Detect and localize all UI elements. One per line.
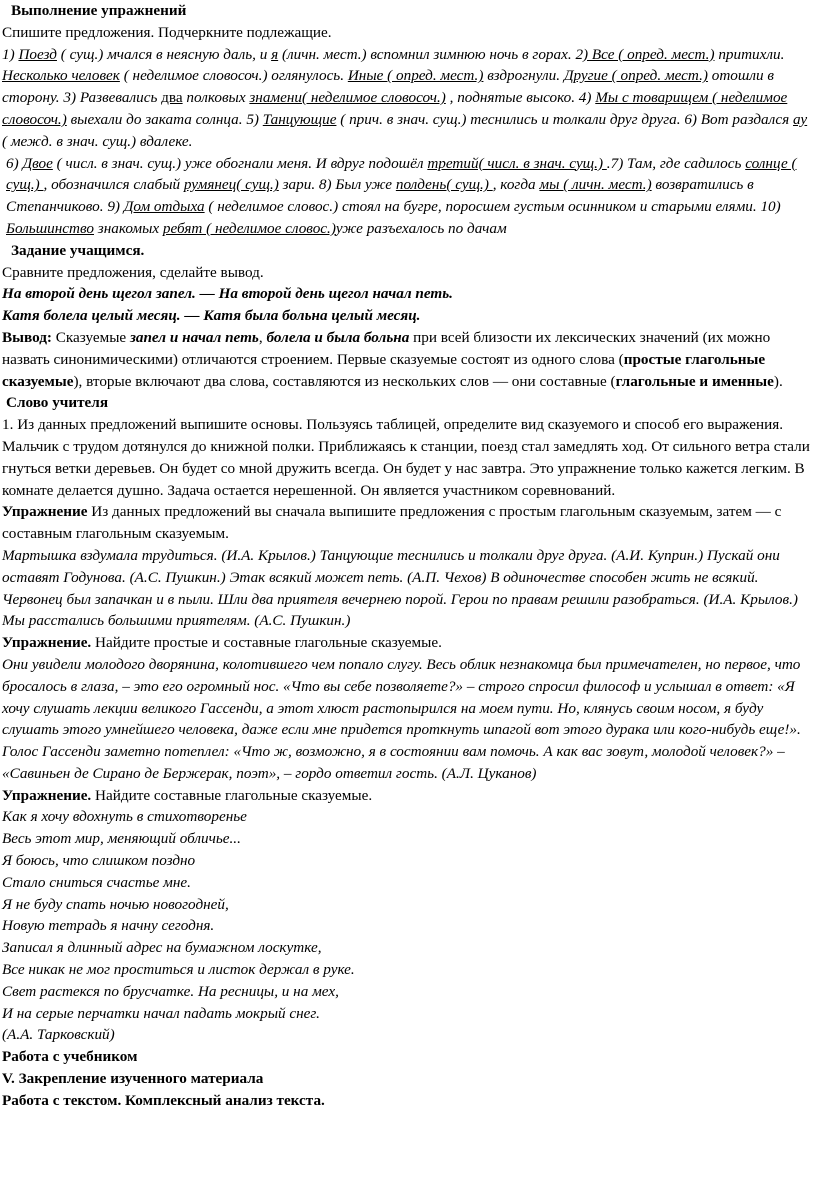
text-run: , поднятые высоко. 4): [445, 89, 596, 107]
text-run: возвратились в Степанчиково. 9): [6, 176, 754, 216]
poem-line: Как я хочу вдохнуть в стихотворенье: [2, 808, 247, 826]
text-run: ), вторые включают два слова, составляются из нескольких слов — они составные (: [73, 372, 616, 390]
text-run: Сказуемые: [51, 328, 130, 346]
heading-textbook-work: Работа с учебником: [2, 1048, 138, 1066]
text-run: ) Все ( опред. мест.): [583, 45, 715, 63]
text-run: .7) Там, где садилось: [606, 154, 746, 172]
exercise-a-instruction: [2, 501, 812, 545]
text-run: Иные ( опред. мест.): [347, 67, 484, 85]
text-run: отошли в сторону. 3) Развевались: [2, 67, 774, 107]
text-run: солнце ( сущ.): [6, 154, 797, 194]
text-run: ( неделимое словосоч.) оглянулось.: [119, 67, 348, 85]
text-run: зари. 8) Был уже: [278, 176, 396, 194]
exercise-c-label: Упражнение.: [2, 786, 92, 804]
text-run: я: [271, 45, 279, 63]
text-run: ребят ( неделимое словос.): [162, 219, 336, 237]
exercise-sentences-part1: [2, 44, 812, 153]
text-run: Большинство: [6, 219, 94, 237]
text-run: ( неделимое словос.) стоял на бугре, поросшем густым осинником и старыми елями. 10): [204, 198, 781, 216]
text-run: Поезд: [18, 45, 57, 63]
text-run: ( сущ.) мчался в неясную даль, и: [56, 45, 272, 63]
poem-line: Записал я длинный адрес на бумажном лоскутке,: [2, 939, 322, 957]
poem-line: И на серые перчатки начал падать мокрый снег.: [2, 1004, 320, 1022]
text-run: третий( числ. в знач. сущ.): [427, 154, 607, 172]
text-run: , обозначился слабый: [43, 176, 184, 194]
heading-section-5: V. Закрепление изученного материала: [2, 1070, 264, 1088]
text-run: ).: [773, 372, 783, 390]
conclusion-paragraph: [2, 327, 812, 392]
exercise-a-text: Из данных предложений вы сначала выпишите предложения с простым глагольным сказуемым, затем — с составным глагольным сказуемым.: [2, 503, 782, 543]
poem-line: Новую тетрадь я начну сегодня.: [2, 917, 215, 935]
text-run: Другие ( опред. мест.): [563, 67, 708, 85]
text-run: при всей близости их лексических значений (их можно назвать синонимическими) отличаются строением. Первые сказуемые состоят из одного слова (: [2, 328, 771, 368]
text-run: вздрогнули.: [483, 67, 564, 85]
poem-line: Все никак не мог проститься и листок держал в руке.: [2, 961, 355, 979]
compare-sentence-1: На второй день щегол запел. — На второй день щегол начал петь.: [2, 285, 453, 303]
compare-instruction: Сравните предложения, сделайте вывод.: [2, 263, 264, 281]
text-run: простые глагольные сказуемые: [2, 350, 766, 390]
task-1-instruction: 1. Из данных предложений выпишите основы. Пользуясь таблицей, определите вид сказуемого и способ его выражения.: [2, 416, 784, 434]
text-run: Танцующие: [262, 110, 337, 128]
poem-line: Свет растекся по брусчатке. На ресницы, и на мех,: [2, 982, 339, 1000]
text-run: ( прич. в знач. сущ.) теснились и толкали друг друга. 6) Вот раздался: [336, 110, 794, 128]
text-run: Дом отдыха: [123, 198, 205, 216]
heading-student-task: Задание учащимся.: [11, 241, 145, 259]
text-run: ( числ. в знач. сущ.) уже обогнали меня. И вдруг подошёл: [52, 154, 428, 172]
text-run: Вывод:: [2, 328, 52, 346]
text-run: 6): [6, 154, 23, 172]
poem-line: Стало сниться счастье мне.: [2, 873, 191, 891]
text-run: Мы с товарищем ( неделимое словосоч.): [2, 89, 788, 128]
text-run: Несколько человек: [2, 67, 120, 85]
exercise-a-quotes: Мартышка вздумала трудиться. (И.А. Крылов.) Танцующие теснились и толкали друг друга. (А.И. Куприн.) Пускай они оставят Годунова. (А.С. Пушкин.) Этак всякий может петь. (А.П. Чехов) В одиночестве способен жить не всякий. Червонец был запачкан и в пыли. Шли два приятеля вечернею порой. Герои по правам решили разобраться. (И.А. Крылов.) Мы расстались большими приятелям. (А.С. Пушкин.): [2, 546, 798, 630]
heading-teacher-word: Слово учителя: [6, 394, 109, 412]
text-run: знакомых: [94, 219, 163, 237]
text-run: ,: [258, 328, 267, 346]
task-1-sentences: Мальчик с трудом дотянулся до книжной полки. Приближаясь к станции, поезд стал замедлять ход. От сильного ветра стали гнуться ветки деревьев. Он будет со мной дружить всегда. Он будет у нас завтра. Это упражнение только кажется легким. В комнате делается душно. Задача остается нерешенной. Он является участником соревнований.: [2, 437, 810, 499]
text-run: , когда: [492, 176, 540, 194]
text-run: румянец( сущ.): [183, 176, 279, 194]
exercise-a-label: Упражнение: [2, 503, 88, 521]
instruction-underline: Спишите предложения. Подчеркните подлежащие.: [2, 23, 332, 41]
text-run: глагольные и именные: [615, 372, 774, 390]
text-run: ( межд. в знач. сущ.) вдалеке.: [2, 132, 193, 150]
exercise-c-text: Найдите составные глагольные сказуемые.: [91, 786, 373, 804]
heading-exercises: Выполнение упражнений: [11, 2, 187, 19]
heading-text-analysis: Работа с текстом. Комплексный анализ текста.: [2, 1091, 325, 1109]
text-run: (личн. мест.) вспомнил зимнюю ночь в горах. 2: [278, 45, 584, 63]
poem-line: Я не буду спать ночью новогодней,: [2, 895, 229, 913]
text-run: ау: [793, 110, 808, 128]
text-run: уже разъехалось по дачам: [335, 219, 507, 237]
text-run: запел и начал петь: [129, 328, 259, 346]
exercise-b-instruction: [2, 632, 812, 654]
text-run: полдень( сущ.): [395, 176, 493, 194]
text-run: притихли.: [714, 45, 785, 63]
exercise-b-label: Упражнение.: [2, 634, 92, 652]
text-run: полковых: [182, 89, 250, 107]
poem-line: Я боюсь, что слишком поздно: [2, 852, 196, 870]
text-run: два: [161, 89, 183, 107]
poem-line: Весь этот мир, меняющий обличье...: [2, 830, 241, 848]
exercise-b-quote: Они увидели молодого дворянина, колотившего чем попало слугу. Весь облик незнакомца был примечателен, но первое, что бросалось в глаза, – это его огромный нос. «Что вы себе позволяете?» – строго спросил философ и услышал в ответ: «Я хочу слушать лекции великого Гассенди, а этот хлюст растопырился на моем пути. Но, клянусь своим носом, я буду слушать этого умнейшего человека, даже если мне придется проткнуть шпагой вот этого дурака или кого-нибудь еще!». Голос Гассенди заметно потеплел: «Что ж, возможно, я в состоянии вам помочь. А как вас зовут, молодой человек?» – «Савиньен де Сирано де Бержерак, поэт», – гордо ответил гость. (А.Л. Цуканов): [2, 655, 801, 782]
text-run: выехали до заката солнца. 5): [66, 110, 263, 128]
exercise-c-instruction: [2, 785, 812, 807]
text-run: болела и была больна: [266, 328, 410, 346]
exercise-b-text: Найдите простые и составные глагольные сказуемые.: [91, 634, 442, 652]
text-run: знамени( неделимое словосоч.): [249, 89, 446, 107]
compare-sentence-2: Катя болела целый месяц. — Катя была больна целый месяц.: [2, 307, 421, 325]
text-run: мы ( личн. мест.): [539, 176, 652, 194]
exercise-sentences-part2: [2, 153, 812, 240]
text-run: 1): [2, 45, 19, 63]
text-run: Двое: [22, 154, 53, 172]
poem-author: (А.А. Тарковский): [2, 1026, 115, 1044]
poem: [2, 806, 812, 1046]
